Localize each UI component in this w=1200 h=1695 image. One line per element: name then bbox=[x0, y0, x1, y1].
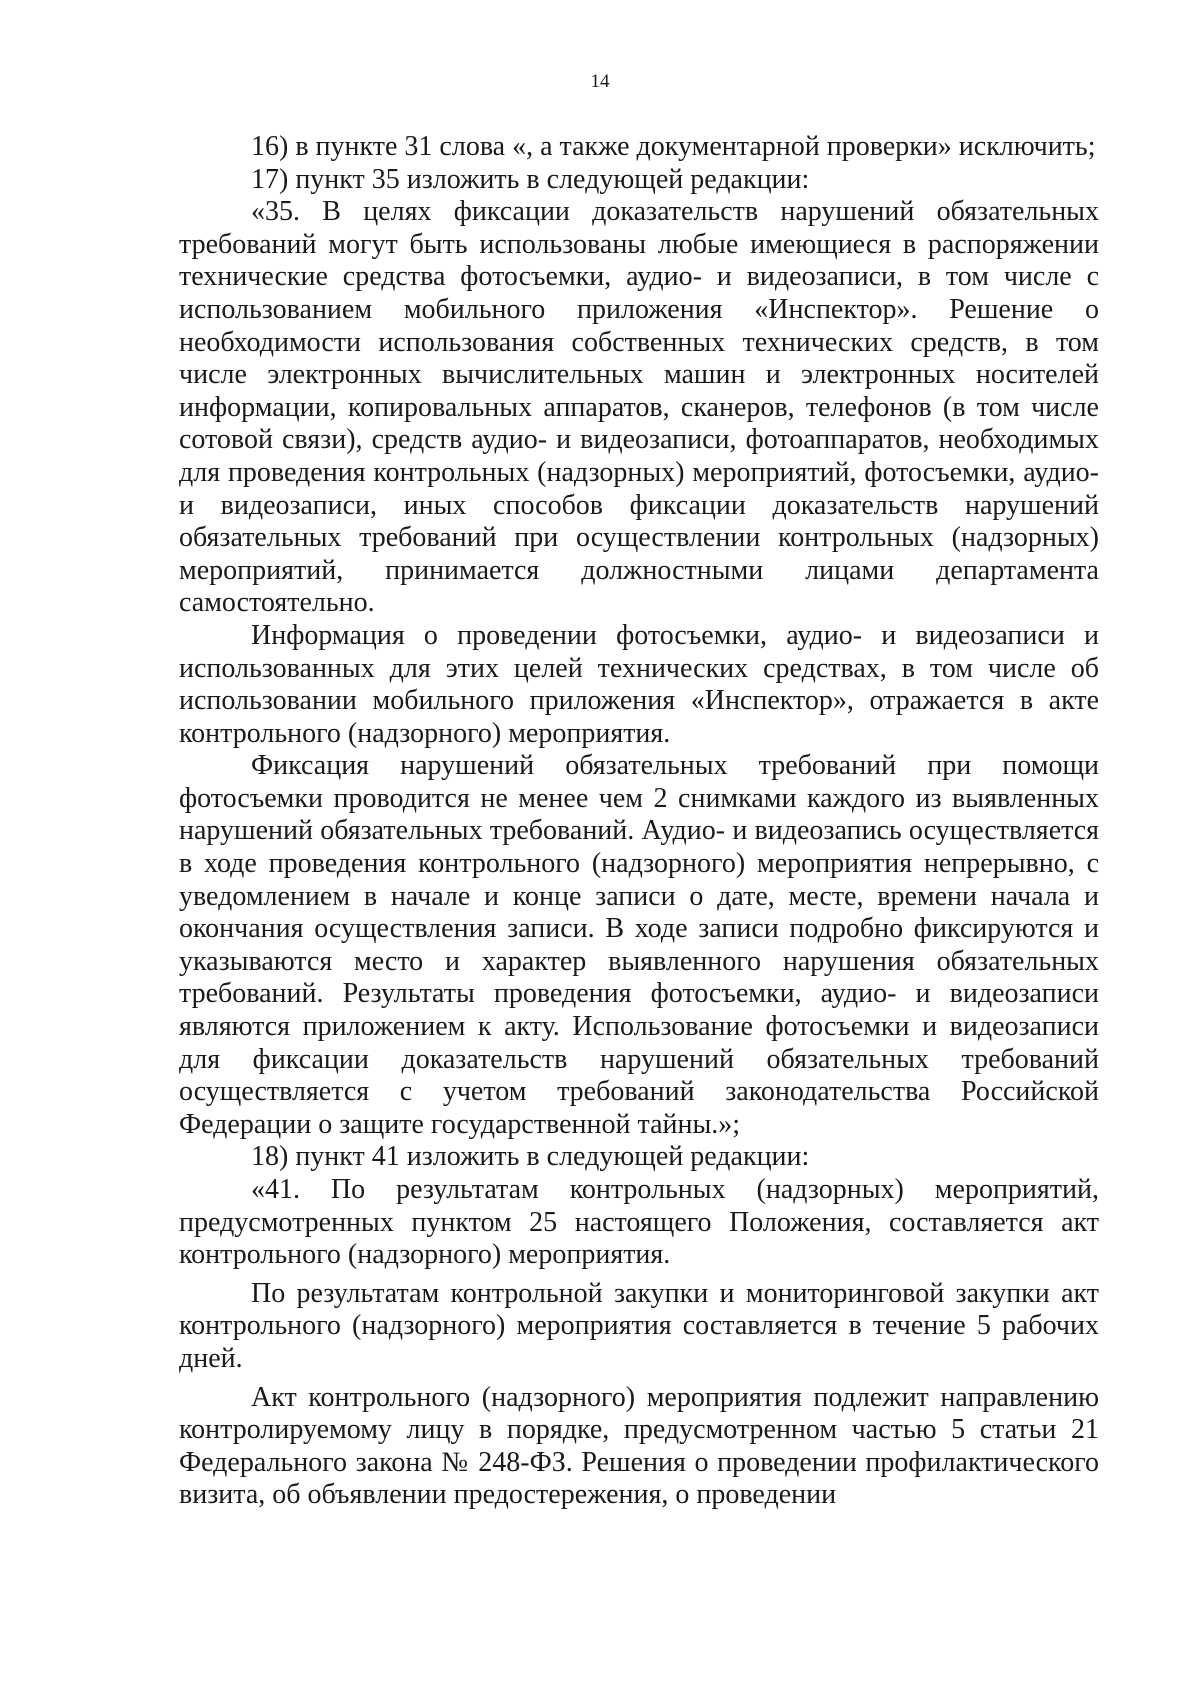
paragraph-item-17: 17) пункт 35 изложить в следующей редакции: bbox=[251, 163, 810, 195]
paragraph-purchase-act: По результатам контрольной закупки и мониторинговой закупки акт контрольного (надзорного) мероприятия составляется в течение 5 рабочих дней. bbox=[179, 1277, 1099, 1374]
paragraph-item-16: 16) в пункте 31 слова «, а также документарной проверки» исключить; bbox=[251, 131, 1096, 162]
paragraph-information: Информация о проведении фотосъемки, аудио- и видеозаписи и использованных для этих целей технических средствах, в том числе об использовании мобильного приложения «Инспектор», отражается в акте контрольного (надзорного) мероприятия. bbox=[179, 619, 1099, 749]
paragraph-clause-35: «35. В целях фиксации доказательств нарушений обязательных требований могут быть использованы любые имеющиеся в распоряжении технические средства фотосъемки, аудио- и видеозаписи, в том числе с использованием мобильного приложения «Инспектор». Решение о необходимости использования собственных технических средств, в том числе электронных вычислительных машин и электронных носителей информации, копировальных аппаратов, сканеров, телефонов (в том числе сотовой связи), средств аудио- и видеозаписи, фотоаппаратов, необходимых для проведения контрольных (надзорных) мероприятий, фотосъемки, аудио- и видеозаписи, иных способов фиксации доказательств нарушений обязательных требований при осуществлении контрольных (надзорных) мероприятий, принимается должностными лицами департамента самостоятельно. bbox=[179, 196, 1099, 619]
paragraph-item-18: 18) пункт 41 изложить в следующей редакции: bbox=[251, 1141, 810, 1173]
paragraph-fixation: Фиксация нарушений обязательных требований при помощи фотосъемки проводится не менее чем 2 снимками каждого из выявленных нарушений обязательных требований. Аудио- и видеозапись осуществляется в ходе проведения контрольного (надзорного) мероприятия непрерывно, с уведомлением в начале и конце записи о дате, месте, времени начала и окончания осуществления записи. В ходе записи подробно фиксируются и указываются место и характер выявленного нарушения обязательных требований. Результаты проведения фотосъемки, аудио- и видеозаписи являются приложением к акту. Использование фотосъемки и видеозаписи для фиксации доказательств нарушений обязательных требований осуществляется с учетом требований законодательства Российской Федерации о защите государственной тайны.»; bbox=[179, 750, 1099, 1140]
document-body bbox=[179, 131, 1099, 1512]
page-number: 14 bbox=[590, 71, 610, 92]
paragraph-clause-41: «41. По результатам контрольных (надзорных) мероприятий, предусмотренных пунктом 25 настоящего Положения, составляется акт контрольного (надзорного) мероприятия. bbox=[179, 1174, 1099, 1271]
paragraph-act-direction: Акт контрольного (надзорного) мероприятия подлежит направлению контролируемому лицу в порядке, предусмотренном частью 5 статьи 21 Федерального закона № 248-ФЗ. Решения о проведении профилактического визита, об объявлении предостережения, о проведении bbox=[179, 1381, 1099, 1511]
